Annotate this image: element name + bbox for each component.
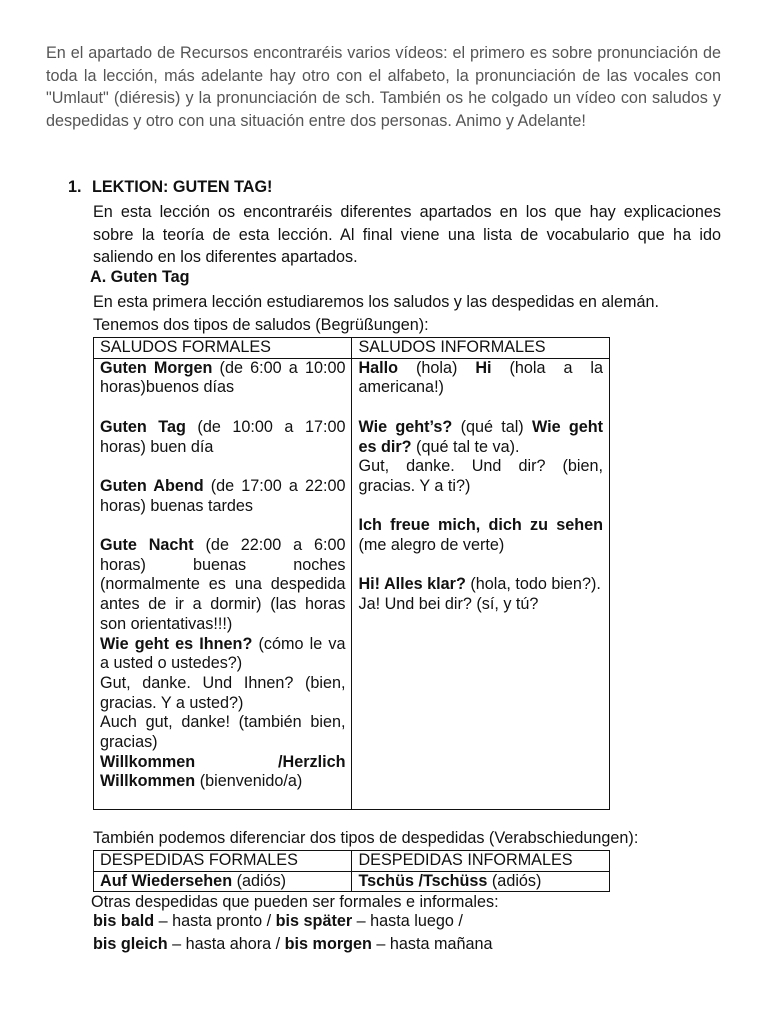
section-a-line1: En esta primera lección estudiaremos los saludos y las despedidas en alemán. [93,293,659,311]
lesson-title: LEKTION: GUTEN TAG! [92,178,273,196]
formal-greeting-item: Guten Tag (de 10:00 a 17:00 horas) buen día [100,417,346,456]
farewells-header-row [94,851,610,872]
formal-farewell-cell: Auf Wiedersehen (adiós) [94,871,352,892]
greetings-header-row [94,338,610,359]
formal-greeting-item: Guten Abend (de 17:00 a 22:00 horas) buenas tardes [100,476,346,515]
both-line-2: bis gleich – hasta ahora / bis morgen – hasta mañana [93,935,493,953]
formal-greeting-item: Wie geht es Ihnen? (cómo le va a usted o ustedes?) [100,634,346,673]
greetings-header-informal: SALUDOS INFORMALES [352,338,610,359]
formal-greetings-cell [94,358,352,809]
formal-greeting-item: Auch gut, danke! (también bien, gracias) [100,713,346,752]
informal-greeting-item: Gut, danke. Und dir? (bien, gracias. Y a ti?) [358,457,603,495]
farewell-intro: También podemos diferenciar dos tipos de despedidas (Verabschiedungen): [93,829,639,847]
informal-greeting-item: Ich freue mich, dich zu sehen (me alegro de verte) [358,516,603,554]
both-line-1: bis bald – hasta pronto / bis später – hasta luego / [93,912,463,930]
formal-greeting-item: Willkommen /Herzlich Willkommen (bienvenido/a) [100,752,346,791]
farewells-table [93,850,610,892]
formal-greeting-item: Gut, danke. Und Ihnen? (bien, gracias. Y a usted?) [100,673,346,712]
informal-greetings-cell [352,358,610,809]
section-a-line2: Tenemos dos tipos de saludos (Begrüßungen): [93,316,429,334]
informal-greeting-item: Hi! Alles klar? (hola, todo bien?). [358,575,601,594]
farewells-header-informal: DESPEDIDAS INFORMALES [352,851,610,872]
farewells-header-formal: DESPEDIDAS FORMALES [94,851,352,872]
formal-greeting-item: Gute Nacht (de 22:00 a 6:00 horas) buenas noches (normalmente es una despedida antes de ir a dormir) (las horas son orientativas!!!) [100,535,346,633]
lesson-description: En esta lección os encontraréis diferentes apartados en los que hay explicaciones sobre la teoría de esta lección. Al final viene una lista de vocabulario que ha ido saliendo en los diferentes apartados. [93,203,721,267]
both-intro: Otras despedidas que pueden ser formales e informales: [91,893,499,911]
lesson-heading [68,178,272,197]
farewells-body-row [94,871,610,892]
informal-greeting-item: Ja! Und bei dir? (sí, y tú? [358,595,539,614]
formal-greeting-item: Guten Morgen (de 6:00 a 10:00 horas)buenos días [100,358,346,397]
informal-greeting-item: Wie geht’s? (qué tal) Wie geht es dir? (qué tal te va). [358,417,603,456]
lesson-number: 1. [68,178,82,196]
greetings-header-formal: SALUDOS FORMALES [94,338,352,359]
intro-paragraph: En el apartado de Recursos encontraréis varios vídeos: el primero es sobre pronunciación de toda la lección, más adelante hay otro con el alfabeto, la pronunciación de las vocales con "Umlaut" (diéresis) y la pronunciación de sch. También os he colgado un vídeo con saludos y despedidas y otro con una situación entre dos personas. Animo y Adelante! [46,44,721,130]
greetings-table [93,337,610,810]
informal-farewell-cell: Tschüs /Tschüss (adiós) [352,871,610,892]
greetings-body-row [94,358,610,809]
section-a-title: A. Guten Tag [90,268,190,286]
informal-greeting-item: Hallo (hola) Hi (hola a la americana!) [358,358,603,397]
